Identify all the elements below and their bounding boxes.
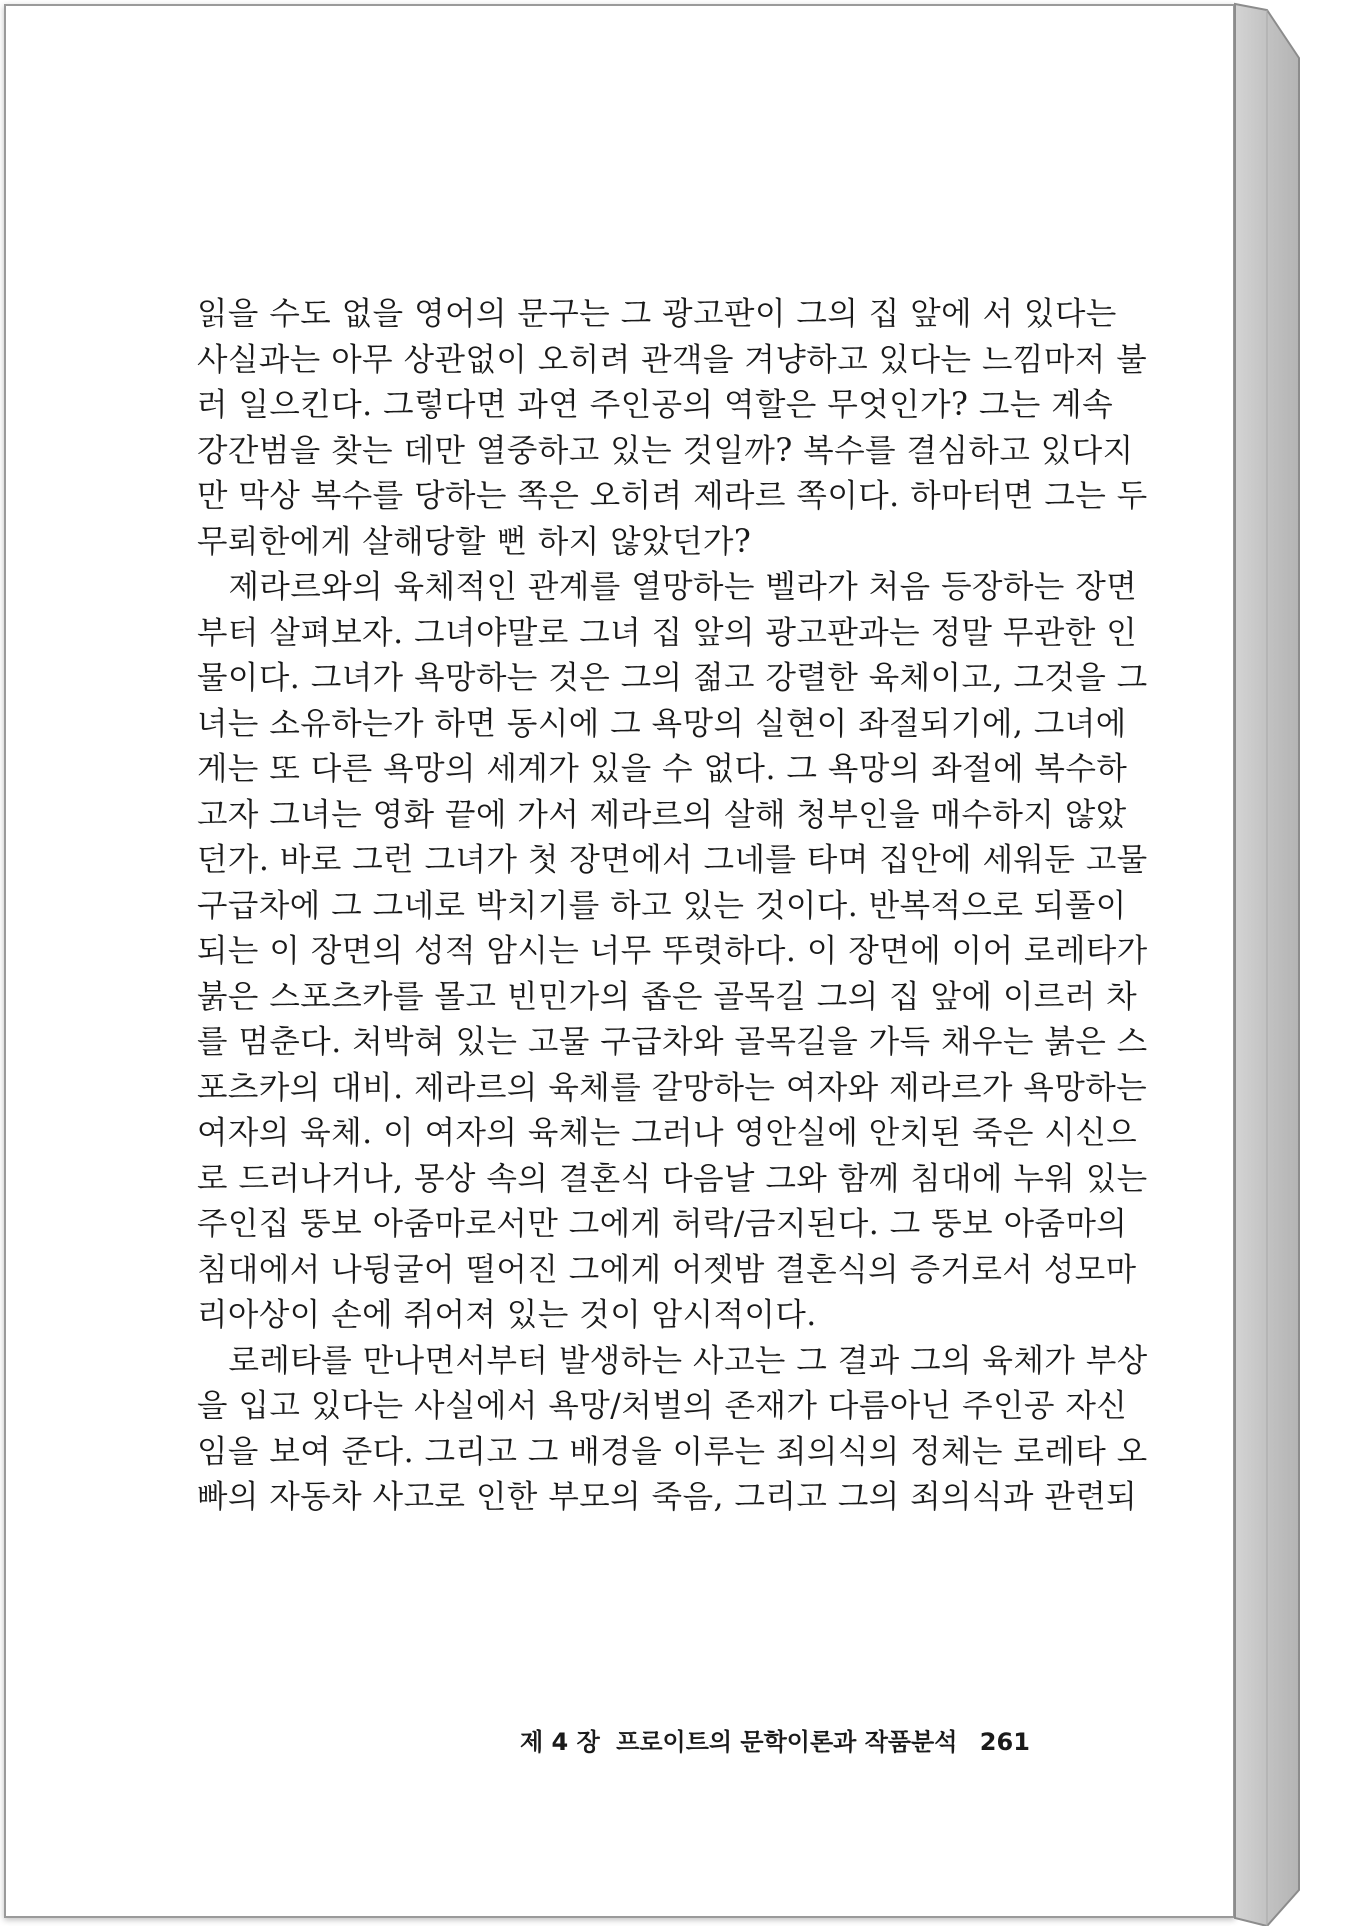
text-line: 로레타를 만나면서부터 발생하는 사고는 그 결과 그의 육체가 부상 <box>228 1342 1148 1379</box>
footer-chapter: 제 4 장 <box>520 1728 600 1756</box>
text-line: 고자 그녀는 영화 끝에 가서 제라르의 살해 청부인을 매수하지 않았 <box>197 796 1127 833</box>
text-line: 여자의 육체. 이 여자의 육체는 그러나 영안실에 안치된 죽은 시신으 <box>197 1115 1138 1151</box>
text-line: 러 일으킨다. 그렇다면 과연 주인공의 역할은 무엇인가? 그는 계속 <box>197 387 1114 423</box>
text-line: 를 멈춘다. 처박혀 있는 고물 구급차와 골목길을 가득 채우는 붉은 스 <box>197 1024 1148 1060</box>
text-line: 침대에서 나뒹굴어 떨어진 그에게 어젯밤 결혼식의 증거로서 성모마 <box>197 1251 1137 1288</box>
text-line: 물이다. 그녀가 욕망하는 것은 그의 젊고 강렬한 육체이고, 그것을 그 <box>197 660 1148 696</box>
text-line: 강간범을 찾는 데만 열중하고 있는 것일까? 복수를 결심하고 있다지 <box>197 432 1134 469</box>
paragraph <box>197 565 1148 1339</box>
text-line: 제라르와의 육체적인 관계를 열망하는 벨라가 처음 등장하는 장면 <box>228 569 1138 605</box>
text-line: 구급차에 그 그네로 박치기를 하고 있는 것이다. 반복적으로 되풀이 <box>197 887 1127 924</box>
text-line: 임을 보여 준다. 그리고 그 배경을 이루는 죄의식의 정체는 로레타 오 <box>197 1433 1148 1470</box>
text-line: 을 입고 있다는 사실에서 욕망/처벌의 존재가 다름아닌 주인공 자신 <box>197 1388 1128 1424</box>
book-spine-edge <box>1233 0 1303 1926</box>
text-line: 로 드러나거나, 몽상 속의 결혼식 다음날 그와 함께 침대에 누워 있는 <box>197 1160 1148 1197</box>
text-line: 읽을 수도 없을 영어의 문구는 그 광고판이 그의 집 앞에 서 있다는 <box>197 296 1117 332</box>
text-line: 부터 살펴보자. 그녀야말로 그녀 집 앞의 광고판과는 정말 무관한 인 <box>197 614 1138 651</box>
text-line: 녀는 소유하는가 하면 동시에 그 욕망의 실현이 좌절되기에, 그녀에 <box>197 705 1127 742</box>
text-line: 리아상이 손에 쥐어져 있는 것이 암시적이다. <box>197 1297 817 1333</box>
paragraph <box>197 292 1148 565</box>
text-line: 게는 또 다른 욕망의 세계가 있을 수 없다. 그 욕망의 좌절에 복수하 <box>197 751 1128 787</box>
paragraph <box>197 1339 1148 1521</box>
page-footer <box>520 1722 1030 1757</box>
page-number: 261 <box>979 1728 1030 1756</box>
text-line: 무뢰한에게 살해당할 뻔 하지 않았던가? <box>197 523 752 560</box>
body-text <box>197 292 1148 1521</box>
text-line: 붉은 스포츠카를 몰고 빈민가의 좁은 골목길 그의 집 앞에 이르러 차 <box>197 978 1138 1015</box>
text-line: 되는 이 장면의 성적 암시는 너무 뚜렷하다. 이 장면에 이어 로레타가 <box>197 933 1148 969</box>
text-line: 사실과는 아무 상관없이 오히려 관객을 겨냥하고 있다는 느낌마저 불 <box>197 341 1148 378</box>
text-line: 주인집 뚱보 아줌마로서만 그에게 허락/금지된다. 그 뚱보 아줌마의 <box>197 1206 1128 1242</box>
text-line: 던가. 바로 그런 그녀가 첫 장면에서 그네를 타며 집안에 세워둔 고물 <box>197 842 1148 878</box>
text-line: 포츠카의 대비. 제라르의 육체를 갈망하는 여자와 제라르가 욕망하는 <box>197 1069 1148 1106</box>
footer-chapter-title: 프로이트의 문학이론과 작품분석 <box>616 1728 958 1756</box>
text-line: 만 막상 복수를 당하는 쪽은 오히려 제라르 쪽이다. 하마터면 그는 두 <box>197 478 1148 514</box>
text-line: 빠의 자동차 사고로 인한 부모의 죽음, 그리고 그의 죄의식과 관련되 <box>197 1479 1138 1515</box>
